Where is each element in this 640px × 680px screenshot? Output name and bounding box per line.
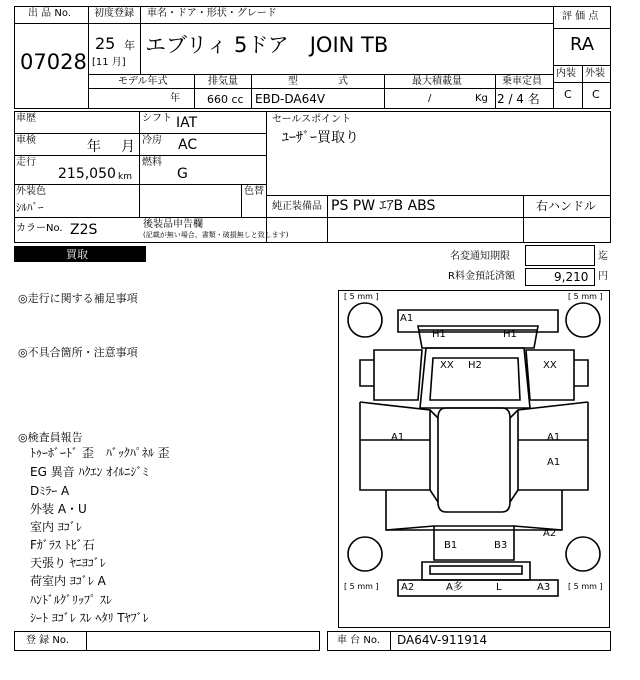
inspection-month-unit: 月 [121, 139, 135, 155]
model-type-label: 型 式 [288, 76, 348, 87]
tire-rear-left [348, 537, 382, 571]
max-load-label: 最大積載量 [412, 76, 462, 87]
max-load-separator: / [428, 93, 432, 104]
equipment: PS PW ｴｱB ABS [331, 198, 436, 214]
model-year-unit: 年 [170, 93, 180, 104]
displacement-label: 排気量 [208, 76, 238, 87]
tire-depth-rear-right: [ 5 mm ] [568, 582, 603, 591]
car-name-label: 車名・ドア・形状・グレード [147, 8, 277, 19]
inspector-report-title: ◎検査員報告 [18, 431, 83, 444]
inspector-line: 室内 ﾖｺﾞﾚ [30, 520, 82, 534]
registration-number-label: 登 録 No. [26, 635, 69, 646]
purchase-tag-text: 買取 [66, 248, 88, 261]
fuel-label: 燃料 [142, 157, 162, 168]
tire-depth-front-left: [ 5 mm ] [344, 292, 379, 301]
recycle-unit: 円 [598, 271, 608, 282]
capacity: 2 / 4 名 [497, 92, 540, 106]
exterior-color-label: 外装色 [16, 186, 46, 197]
lot-number: 07028 [20, 50, 87, 74]
tire-rear-right [566, 537, 600, 571]
name-change-label: 名変通知期限 [450, 251, 510, 262]
overall-grade: RA [570, 34, 595, 55]
mileage: 215,050 [58, 166, 116, 182]
mark-rear-bumper-center: A多 [446, 582, 463, 593]
interior-grade-label: 内装 [556, 68, 576, 79]
model-year-label: モデル年式 [118, 76, 168, 87]
fuel: G [177, 166, 188, 182]
inspector-line: 荷室内 ﾖｺﾞﾚ A [30, 574, 106, 588]
chassis-number-label: 車 台 No. [337, 635, 380, 646]
inspection-label: 車検 [16, 135, 36, 146]
windshield [420, 348, 530, 408]
repaint-label: 色替 [244, 186, 264, 197]
front-bumper [398, 310, 558, 332]
exterior-color: ｼﾙﾊﾞｰ [16, 201, 44, 214]
mark-right-quarter: A2 [543, 528, 557, 539]
name-change-unit: 迄 [598, 251, 608, 262]
inspector-line: ﾄｩｰﾎﾞｰﾄﾞ 歪 ﾊﾞｯｸﾊﾟﾈﾙ 歪 [30, 446, 170, 460]
registration-year-unit: 年 [124, 39, 135, 52]
recycle-value: 9,210 [554, 270, 589, 284]
mark-rear-bumper-right: A3 [537, 582, 551, 593]
mark-rear-bumper-left: A2 [401, 582, 415, 593]
mark-xx-left: XX [440, 360, 454, 371]
ac: AC [178, 137, 198, 153]
grade-label: 評 価 点 [562, 11, 599, 22]
capacity-label: 乗車定員 [502, 76, 542, 87]
lot-number-label: 出 品 No. [28, 8, 71, 19]
shift-label: シフト [142, 113, 172, 124]
shift: IAT [176, 115, 198, 131]
tire-front-left [348, 303, 382, 337]
inspector-line: Dﾐﾗｰ A [30, 484, 70, 498]
model-type: EBD-DA64V [255, 92, 326, 106]
color-number-label: カラーNo. [16, 223, 63, 234]
tire-depth-rear-left: [ 5 mm ] [344, 582, 379, 591]
ac-label: 冷房 [142, 135, 162, 146]
interior-grade: C [564, 88, 572, 101]
mark-right-rear-door: A1 [547, 457, 561, 468]
tire-depth-front-right: [ 5 mm ] [568, 292, 603, 301]
max-load-unit: Kg [475, 93, 488, 104]
color-number: Z2S [70, 222, 98, 238]
exterior-grade-label: 外装 [585, 68, 605, 79]
recycle-label: R料金預託済額 [448, 271, 515, 282]
aftermarket-note: (記載が無い場合、書類・破損無しと致します) [143, 231, 289, 239]
inspector-line: 外装 A・U [30, 502, 87, 516]
name-change-box [525, 245, 595, 266]
rear-bumper [398, 580, 558, 596]
equipment-label: 純正装備品 [272, 201, 322, 212]
exterior-grade: C [592, 88, 600, 101]
displacement: 660 cc [207, 93, 244, 106]
inspector-line: ｼｰﾄ ﾖｺﾞﾚ ｽﾚ ﾍﾀﾘ Tﾔﾌﾞﾚ [30, 611, 149, 625]
handle-side: 右ハンドル [536, 199, 597, 213]
inspector-line: ﾊﾝﾄﾞﾙｸﾞﾘｯﾌﾟ ｽﾚ [30, 593, 112, 607]
inspector-line: EG 異音 ﾊｸｴﾝ ｵｲﾙﾆｼﾞﾐ [30, 465, 149, 479]
aftermarket-label: 後装品申告欄 [143, 219, 203, 230]
registration-month: [11 月] [92, 57, 126, 68]
defects-title: ◎不具合箇所・注意事項 [18, 346, 138, 359]
inspection-year-unit: 年 [87, 139, 101, 155]
car-name: エブリィ 5ドア JOIN TB [145, 33, 389, 57]
mark-back-left: B1 [444, 540, 458, 551]
mark-rear-bumper-l: L [496, 582, 502, 593]
mark-right-front-door: A1 [547, 432, 561, 443]
mark-back-right: B3 [494, 540, 508, 551]
first-registration-label: 初度登録 [94, 8, 134, 19]
sales-point-label: セールスポイント [272, 114, 352, 125]
mileage-label: 走行 [16, 157, 36, 168]
mileage-unit: km [118, 172, 132, 182]
inspector-line: 天張り ﾔﾆﾖｺﾞﾚ [30, 556, 106, 570]
car-outline [338, 290, 610, 628]
inspector-line: Fｶﾞﾗｽ ﾄﾋﾞ石 [30, 538, 95, 552]
sales-point: ﾕｰｻﾞｰ買取り [282, 130, 359, 146]
mark-left-door: A1 [391, 432, 405, 443]
mark-xx-right: XX [543, 360, 557, 371]
history-label: 車歴 [16, 113, 36, 124]
registration-year: 25 [95, 34, 116, 53]
mark-front-bumper: A1 [400, 313, 414, 324]
tire-front-right [566, 303, 600, 337]
mark-h1-right: H1 [503, 329, 517, 340]
roof [438, 408, 510, 512]
mark-h1-left: H1 [432, 329, 446, 340]
running-notes-title: ◎走行に関する補足事項 [18, 292, 138, 305]
chassis-number: DA64V-911914 [397, 633, 488, 647]
mark-h2: H2 [468, 360, 482, 371]
